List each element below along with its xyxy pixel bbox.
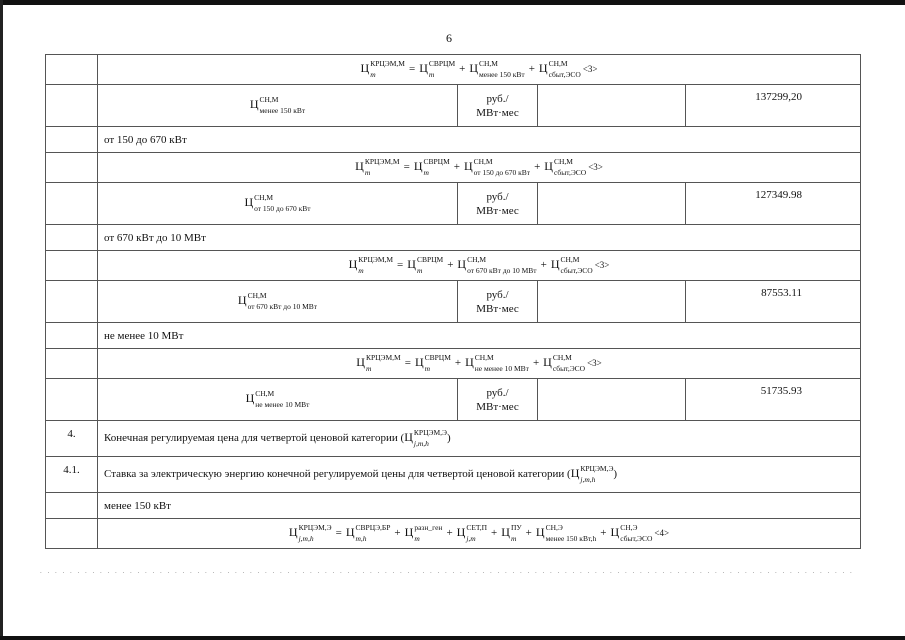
symbol-letter: Ц [456,525,466,540]
symbol-superscript: СЕТ,П [466,522,488,532]
symbol-superscript: СН,М [553,156,573,166]
symbol-indices [355,522,391,543]
symbol-superscript: разн_ген [414,522,443,532]
symbol-subscript: m [358,265,364,275]
formula-term [345,522,391,543]
symbol-letter: Ц [407,257,416,272]
table-row [46,183,861,225]
symbol-indices [474,352,529,373]
price-value: 51735.93 [686,379,861,421]
symbol-subscript: j,m,h [580,474,596,484]
formula-cell [98,153,861,183]
formula-cell [98,519,861,549]
symbol-subscript: менее 150 кВт [259,105,306,115]
symbol-superscript: КРЦЭМ,М [358,254,394,264]
symbol-letter: Ц [345,525,355,540]
symbol-superscript: СН,Э [545,522,563,532]
symbol-letter: Ц [465,355,474,370]
formula-term [535,522,597,543]
unit-line-2: МВт·мес [476,400,519,413]
symbol-indices [553,156,587,177]
plus-sign: + [600,527,607,540]
range-label: от 670 кВт до 10 МВт [98,225,861,251]
plus-sign: + [540,259,547,272]
component-symbol [244,192,311,213]
symbol-letter: Ц [610,525,620,540]
scan-left-edge [0,0,3,640]
symbol-superscript: СН,М [473,156,493,166]
table-row [46,281,861,323]
symbol-subscript: менее 150 кВт [479,69,525,79]
row-number-empty [46,55,98,85]
symbol-superscript: ПУ [510,522,522,532]
symbol-indices [467,254,537,275]
row-number-empty [46,183,98,225]
row-number-empty [46,225,98,251]
symbol-subscript: сбыт,ЭСО [560,265,593,275]
symbol-subscript: j,m,h [298,533,314,543]
symbol-letter: Ц [469,61,479,76]
symbol-letter: Ц [501,525,510,540]
scan-dotted-artifact: . . . . . . . . . . . . . . . . . . . . . . . . . . . . . . . . . . . . . . . . . . . . . . . . . . . . . . . . . . . . . . . . . . . . . . . . . . . . . . . . . . . . . . . . . . . . . . . . . . . . . . . . . . . . . [40,567,854,575]
equals-sign: = [403,161,410,174]
symbol-letter: Ц [535,525,545,540]
component-label [98,281,458,323]
symbol-indices [416,254,444,275]
symbol-indices [428,58,456,79]
symbol-superscript: СН,М [560,254,580,264]
symbol-subscript: m [510,533,517,543]
blank-cell [538,183,686,225]
formula-term [501,522,522,543]
formula-term [414,352,451,373]
symbol-superscript: КРЦЭМ,М [365,352,401,362]
symbol-indices [370,58,405,79]
row-number: 4. [46,421,98,457]
equals-sign: = [408,63,416,76]
symbol-indices [254,192,311,213]
formula-lhs [288,522,332,543]
price-value: 137299,20 [686,85,861,127]
footnote-ref: <3> [587,358,602,369]
symbol-superscript: СН,М [479,58,498,68]
range-label: от 150 до 670 кВт [98,127,861,153]
section-text: Конечная регулируемая цена для четвертой ценовой категории ( [104,432,405,445]
symbol-superscript: КРЦЭМ,М [370,58,405,68]
symbol-subscript: m [365,363,372,373]
symbol-subscript: j,m [466,533,476,543]
equals-sign: = [397,259,404,272]
formula-term [413,156,450,177]
unit-line-1: руб./ [486,190,509,203]
row-number-empty [46,251,98,281]
plus-sign: + [394,527,401,540]
symbol-superscript: СВРЦМ [424,352,451,362]
symbol-letter: Ц [419,61,428,76]
formula-term [469,58,525,79]
component-symbol [245,388,310,409]
blank-cell [538,379,686,421]
symbol-superscript: СВРЦМ [428,58,456,68]
formula-term [404,522,443,543]
tariff-table [45,54,860,549]
symbol-letter: Ц [414,355,424,370]
symbol-subscript: от 670 кВт до 10 МВт [247,301,318,311]
symbol-superscript: КРЦЭМ,Э [580,463,614,473]
symbol-letter: Ц [244,195,254,210]
symbol-letter: Ц [245,391,255,406]
section-symbol [570,463,614,484]
symbol-superscript: СН,М [474,352,494,362]
section-title [98,457,861,493]
symbol-superscript: СН,М [255,388,275,398]
formula-term [465,352,529,373]
symbol-letter: Ц [538,61,548,76]
table-row [46,421,861,457]
formula-term [538,58,581,79]
symbol-superscript: СН,М [254,192,274,202]
table-row [46,519,861,549]
closing-paren: ) [446,432,451,445]
symbol-indices [552,352,586,373]
formula-lhs [355,156,400,177]
symbol-letter: Ц [544,159,553,174]
symbol-letter: Ц [543,355,552,370]
footnote-ref: <4> [654,528,670,539]
symbol-indices [560,254,593,275]
plus-sign: + [454,357,462,370]
formula-lhs [356,352,401,373]
symbol-indices [298,522,332,543]
row-number-empty [46,153,98,183]
symbol-subscript: менее 150 кВт,h [545,533,597,543]
plus-sign: + [525,527,532,540]
symbol-subscript: сбыт,ЭСО [552,363,586,373]
table-row [46,225,861,251]
symbol-letter: Ц [288,525,298,540]
symbol-superscript: СВРЦЭ,БР [355,522,391,532]
footnote-ref: <3> [588,162,603,173]
symbol-indices [365,352,401,373]
plus-sign: + [447,259,454,272]
symbol-subscript: сбыт,ЭСО [553,167,587,177]
row-number-empty [46,493,98,519]
row-number-empty [46,323,98,349]
table-row [46,251,861,281]
symbol-indices [545,522,597,543]
symbol-indices [414,522,443,543]
price-value: 87553.11 [686,281,861,323]
symbol-superscript: СН,Э [620,522,638,532]
symbol-indices [364,156,400,177]
symbol-letter: Ц [356,355,365,370]
plus-sign: + [491,527,498,540]
symbol-indices [466,522,488,543]
formula-term [610,522,653,543]
formula-lhs [360,58,405,79]
formula-term [544,156,587,177]
row-number-empty [46,519,98,549]
symbol-indices [620,522,653,543]
symbol-superscript: СН,М [467,254,487,264]
closing-paren: ) [613,468,618,481]
plus-sign: + [459,63,466,76]
symbol-letter: Ц [249,97,259,112]
plus-sign: + [528,63,535,76]
symbol-subscript: не менее 10 МВт [474,363,529,373]
formula-cell [98,55,861,85]
symbol-letter: Ц [360,61,370,76]
unit-line-2: МВт·мес [476,106,519,119]
footnote-ref: <3> [594,260,610,271]
unit-line-2: МВт·мес [476,302,519,315]
table-row [46,153,861,183]
symbol-indices [247,290,318,311]
symbol-superscript: КРЦЭМ,Э [413,427,447,437]
page-number: 6 [446,31,452,45]
symbol-subscript: от 150 до 670 кВт [254,203,311,213]
symbol-indices [424,352,451,373]
symbol-subscript: сбыт,ЭСО [548,69,581,79]
blank-cell [538,281,686,323]
unit-cell [458,183,538,225]
unit-line-1: руб./ [486,288,509,301]
range-label: менее 150 кВт [98,493,861,519]
price-value: 127349.98 [686,183,861,225]
component-label [98,183,458,225]
symbol-letter: Ц [404,430,413,445]
section-title [98,421,861,457]
symbol-subscript: m [428,69,435,79]
row-number: 4.1. [46,457,98,493]
plus-sign: + [446,527,453,540]
unit-line-1: руб./ [486,386,509,399]
component-symbol [249,94,306,115]
symbol-letter: Ц [404,525,414,540]
formula-cell [98,349,861,379]
symbol-superscript: СН,М [247,290,267,300]
row-number-empty [46,127,98,153]
section-text: Ставка за электрическую энергию конечной регулируемой цены для четвертой ценовой категории ( [104,468,571,481]
component-label [98,85,458,127]
range-label: не менее 10 МВт [98,323,861,349]
plus-sign: + [534,161,541,174]
symbol-indices [413,427,447,448]
equals-sign: = [404,357,411,370]
component-label [98,379,458,421]
symbol-indices [479,58,525,79]
formula-term [543,352,586,373]
symbol-subscript: m [424,363,431,373]
symbol-indices [548,58,581,79]
table-row [46,493,861,519]
table-row [46,379,861,421]
symbol-letter: Ц [570,466,580,481]
symbol-letter: Ц [348,257,358,272]
formula-term [419,58,456,79]
symbol-subscript: m [416,265,423,275]
section-symbol [404,427,447,448]
plus-sign: + [453,161,460,174]
unit-line-1: руб./ [486,92,509,105]
symbol-letter: Ц [413,159,423,174]
symbol-superscript: СН,М [548,58,568,68]
symbol-subscript: m [423,167,429,177]
row-number-empty [46,349,98,379]
symbol-indices [358,254,394,275]
tariff-table-grid [45,54,861,549]
unit-cell [458,281,538,323]
unit-cell [458,379,538,421]
symbol-subscript: от 670 кВт до 10 МВт [467,265,537,275]
symbol-subscript: m [414,533,420,543]
component-symbol [237,290,318,311]
symbol-indices [255,388,310,409]
table-row [46,349,861,379]
row-number-empty [46,379,98,421]
unit-cell [458,85,538,127]
formula-cell [98,251,861,281]
symbol-subscript: m [370,69,376,79]
symbol-superscript: КРЦЭМ,Э [298,522,332,532]
symbol-letter: Ц [550,257,560,272]
symbol-indices [580,463,614,484]
scan-bottom-edge [0,636,905,640]
equals-sign: = [335,527,342,540]
symbol-indices [423,156,450,177]
unit-line-2: МВт·мес [476,204,519,217]
symbol-superscript: СН,М [552,352,572,362]
formula-lhs [348,254,394,275]
table-row [46,323,861,349]
formula-term [407,254,444,275]
symbol-subscript: m,h [355,533,367,543]
row-number-empty [46,85,98,127]
formula-term [550,254,593,275]
row-number-empty [46,281,98,323]
symbol-indices [259,94,306,115]
symbol-letter: Ц [457,257,467,272]
symbol-letter: Ц [355,159,364,174]
formula-term [463,156,531,177]
table-row [46,55,861,85]
symbol-subscript: не менее 10 МВт [255,399,310,409]
table-row [46,457,861,493]
formula-term [456,522,488,543]
symbol-subscript: m [364,167,371,177]
symbol-subscript: j,m,h [413,438,429,448]
symbol-subscript: сбыт,ЭСО [620,533,653,543]
blank-cell [538,85,686,127]
scan-top-edge [0,0,905,5]
symbol-superscript: СН,М [259,94,279,104]
symbol-indices [473,156,531,177]
footnote-ref: <3> [582,64,598,75]
plus-sign: + [532,357,540,370]
symbol-superscript: КРЦЭМ,М [364,156,400,166]
symbol-subscript: от 150 до 670 кВт [473,167,531,177]
symbol-letter: Ц [463,159,473,174]
symbol-superscript: СВРЦМ [416,254,444,264]
symbol-letter: Ц [237,293,247,308]
table-row [46,127,861,153]
table-row [46,85,861,127]
symbol-indices [510,522,522,543]
formula-term [457,254,537,275]
symbol-superscript: СВРЦМ [423,156,450,166]
